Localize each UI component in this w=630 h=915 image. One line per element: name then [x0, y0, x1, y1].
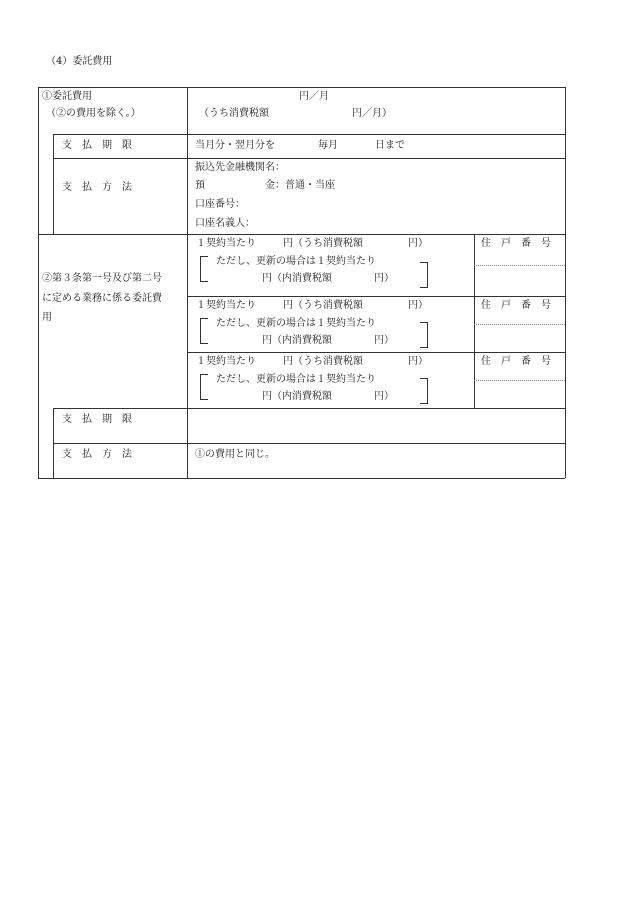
section-title: （4）委託費用: [46, 56, 113, 67]
renewal-note: ただし、更新の場合は１契約当たり: [216, 256, 376, 267]
column-divider: [187, 87, 188, 478]
indent-divider: [53, 134, 54, 234]
contract-fee-tax-label: 円（うち消費税額: [283, 238, 363, 249]
row-divider: [53, 443, 565, 444]
fee1-bank-name: 振込先金融機関名：: [195, 162, 285, 173]
table-border-top: [38, 87, 565, 88]
fee1-period-value-c: 日まで: [375, 140, 405, 151]
contract-fee-tax-suffix: 円）: [408, 238, 428, 249]
row-divider: [187, 352, 565, 353]
fee2-period-label: 支 払 期 限: [62, 414, 132, 425]
unit-number-label: 住 戸 番 号: [481, 238, 551, 249]
fee2-label-line1: ②第３条第一号及び第二号: [42, 273, 162, 284]
table-border-left: [38, 87, 39, 478]
contract-fee-label: １契約当たり: [196, 238, 256, 249]
renewal-note: ただし、更新の場合は１契約当たり: [216, 374, 376, 385]
contract-fee-label: １契約当たり: [196, 300, 256, 311]
left-bracket: [200, 374, 208, 400]
section-divider: [38, 234, 565, 235]
indent-divider: [53, 408, 54, 478]
left-bracket: [200, 318, 208, 344]
contract-fee-tax-suffix: 円）: [408, 356, 428, 367]
renewal-fee-label: 円（内消費税額: [262, 391, 332, 402]
row-divider: [53, 408, 565, 409]
unit-number-dotted-line: [474, 380, 565, 381]
fee2-method-label: 支 払 方 法: [62, 449, 132, 460]
table-border-right: [565, 87, 566, 478]
fee1-account-holder: 口座名義人：: [195, 218, 255, 229]
fee1-amount-unit: 円／月: [299, 91, 329, 102]
fee1-tax-prefix: （うち消費税額: [199, 108, 269, 119]
fee1-period-value-b: 毎月: [318, 140, 338, 151]
fee1-account-type: 預 金：普通・当座: [195, 180, 335, 191]
unit-number-label: 住 戸 番 号: [481, 300, 551, 311]
contract-fee-tax-label: 円（うち消費税額: [283, 356, 363, 367]
row-divider: [53, 158, 565, 159]
renewal-fee-label: 円（内消費税額: [262, 335, 332, 346]
left-bracket: [200, 256, 208, 282]
contract-fee-tax-label: 円（うち消費税額: [283, 300, 363, 311]
unit-number-dotted-line: [474, 265, 565, 266]
fee2-method-value: ①の費用と同じ。: [195, 449, 275, 460]
renewal-fee-suffix: 円）: [374, 335, 394, 346]
contract-fee-tax-suffix: 円）: [408, 300, 428, 311]
fee1-label-line1: ①委託費用: [42, 91, 92, 102]
fee1-tax-suffix: 円／月）: [352, 108, 392, 119]
renewal-fee-suffix: 円）: [374, 391, 394, 402]
renewal-note: ただし、更新の場合は１契約当たり: [216, 318, 376, 329]
unit-number-divider: [474, 234, 475, 408]
contract-fee-label: １契約当たり: [196, 356, 256, 367]
unit-number-label: 住 戸 番 号: [481, 356, 551, 367]
fee1-label-line2: （②の費用を除く。）: [46, 108, 141, 119]
right-bracket: [420, 322, 428, 348]
right-bracket: [420, 378, 428, 404]
row-divider: [53, 134, 565, 135]
fee1-period-label: 支 払 期 限: [62, 140, 132, 151]
table-border-bottom: [38, 478, 565, 479]
fee2-label-line3: 用: [42, 312, 52, 323]
renewal-fee-label: 円（内消費税額: [262, 273, 332, 284]
fee1-method-label: 支 払 方 法: [62, 182, 132, 193]
fee1-period-value-a: 当月分・翌月分を: [195, 140, 275, 151]
fee1-account-number: 口座番号：: [195, 199, 245, 210]
row-divider: [187, 296, 565, 297]
unit-number-dotted-line: [474, 324, 565, 325]
renewal-fee-suffix: 円）: [374, 273, 394, 284]
right-bracket: [420, 262, 428, 288]
fee2-label-line2: に定める業務に係る委託費: [42, 293, 162, 304]
